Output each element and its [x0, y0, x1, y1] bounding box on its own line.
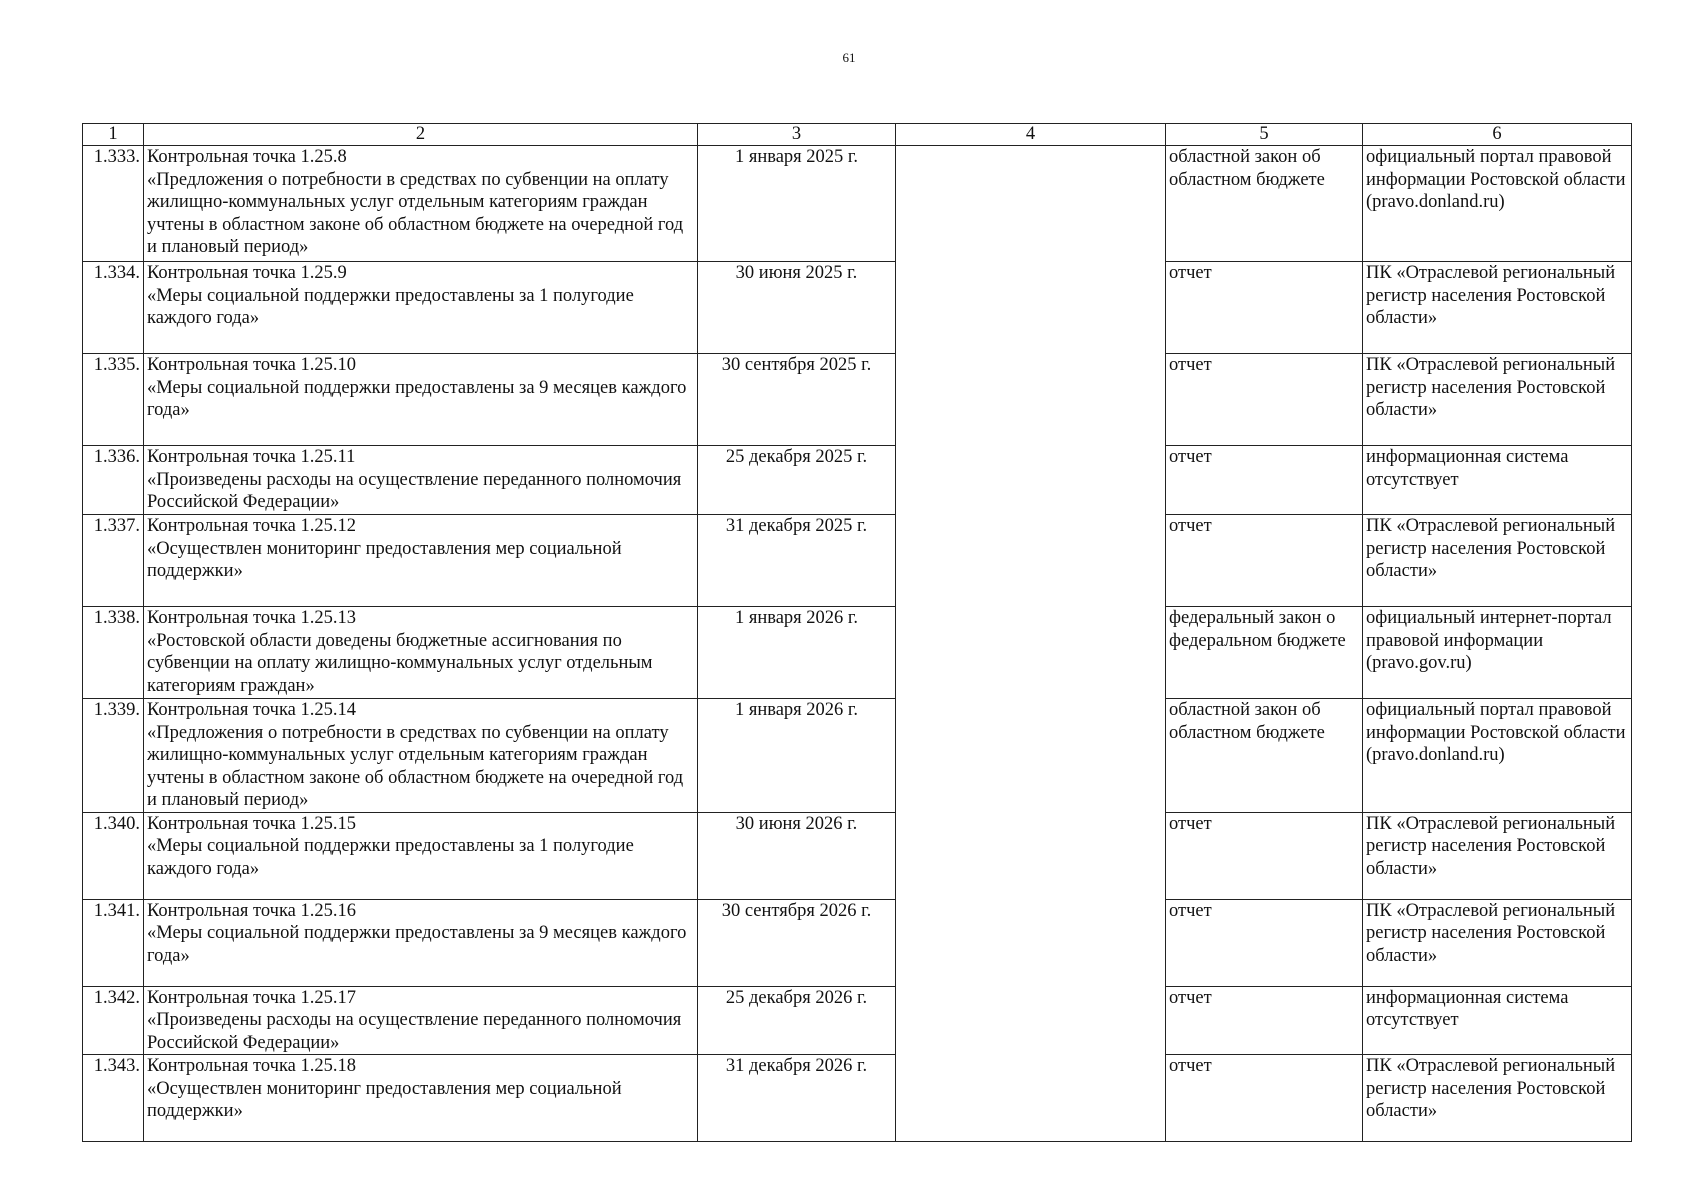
column-header-2: 2 [144, 124, 698, 146]
information-system: информационная система отсутствует [1363, 986, 1632, 1055]
control-point-cell [144, 515, 698, 607]
control-point-description: «Меры социальной поддержки предоставлены за 1 полугодие каждого года» [147, 285, 634, 328]
information-system: ПК «Отраслевой региональный регистр населения Ростовской области» [1363, 899, 1632, 986]
document-type: отчет [1166, 986, 1363, 1055]
row-number: 1.335. [83, 354, 144, 446]
control-point-cell [144, 146, 698, 262]
row-number: 1.343. [83, 1055, 144, 1142]
table-body [83, 146, 1632, 1142]
control-point-title: Контрольная точка 1.25.14 [147, 700, 357, 720]
control-points-table [82, 123, 1632, 1142]
document-type: отчет [1166, 899, 1363, 986]
control-point-cell [144, 699, 698, 813]
page-number: 61 [842, 50, 856, 65]
document-type: отчет [1166, 515, 1363, 607]
information-system: официальный портал правовой информации Ростовской области (pravo.donland.ru) [1363, 146, 1632, 262]
control-point-cell [144, 986, 698, 1055]
deadline-date: 31 декабря 2025 г. [698, 515, 896, 607]
column-header-4: 4 [896, 124, 1166, 146]
deadline-date: 1 января 2026 г. [698, 607, 896, 699]
table-row [83, 146, 1632, 262]
control-point-description: «Осуществлен мониторинг предоставления мер социальной поддержки» [147, 1078, 622, 1121]
control-point-description: «Произведены расходы на осуществление переданного полномочия Российской Федерации» [147, 1010, 682, 1053]
column-header-5: 5 [1166, 124, 1363, 146]
document-type: отчет [1166, 446, 1363, 515]
control-point-title: Контрольная точка 1.25.13 [147, 608, 357, 628]
column-header-6: 6 [1363, 124, 1632, 146]
document-type: федеральный закон о федеральном бюджете [1166, 607, 1363, 699]
information-system: ПК «Отраслевой региональный регистр населения Ростовской области» [1363, 515, 1632, 607]
row-number: 1.334. [83, 262, 144, 354]
control-point-title: Контрольная точка 1.25.11 [147, 447, 356, 467]
table-row [83, 446, 1632, 515]
table-row [83, 699, 1632, 813]
table-row [83, 986, 1632, 1055]
header-row [83, 124, 1632, 146]
row-number: 1.337. [83, 515, 144, 607]
deadline-date: 30 июня 2026 г. [698, 812, 896, 899]
control-point-cell [144, 446, 698, 515]
row-number: 1.341. [83, 899, 144, 986]
table-row [83, 812, 1632, 899]
row-number: 1.336. [83, 446, 144, 515]
information-system: информационная система отсутствует [1363, 446, 1632, 515]
deadline-date: 30 июня 2025 г. [698, 262, 896, 354]
column-header-3: 3 [698, 124, 896, 146]
control-point-title: Контрольная точка 1.25.17 [147, 987, 357, 1008]
deadline-date: 1 января 2026 г. [698, 699, 896, 813]
information-system: официальный портал правовой информации Ростовской области (pravo.donland.ru) [1363, 699, 1632, 813]
control-point-cell [144, 262, 698, 354]
control-point-title: Контрольная точка 1.25.15 [147, 813, 357, 834]
information-system: ПК «Отраслевой региональный регистр населения Ростовской области» [1363, 262, 1632, 354]
row-number: 1.339. [83, 699, 144, 813]
control-point-cell [144, 1055, 698, 1142]
responsible-column-empty [896, 146, 1166, 1142]
document-type: областной закон об областном бюджете [1166, 146, 1363, 262]
row-number: 1.333. [83, 146, 144, 262]
control-point-description: «Меры социальной поддержки предоставлены за 1 полугодие каждого года» [147, 836, 634, 879]
control-point-description: «Предложения о потребности в средствах по субвенции на оплату жилищно-коммунальных услуг отдельным категориям граждан учтены в областном законе об областном бюджете на очередной год и плановый период» [147, 169, 684, 257]
control-point-title: Контрольная точка 1.25.10 [147, 355, 357, 375]
deadline-date: 30 сентября 2025 г. [698, 354, 896, 446]
control-point-cell [144, 899, 698, 986]
control-point-cell [144, 812, 698, 899]
information-system: ПК «Отраслевой региональный регистр населения Ростовской области» [1363, 354, 1632, 446]
control-point-description: «Предложения о потребности в средствах по субвенции на оплату жилищно-коммунальных услуг отдельным категориям граждан учтены в областном законе об областном бюджете на очередной год и плановый период» [147, 722, 684, 810]
information-system: ПК «Отраслевой региональный регистр населения Ростовской области» [1363, 1055, 1632, 1142]
document-type: отчет [1166, 1055, 1363, 1142]
document-type: отчет [1166, 354, 1363, 446]
information-system: официальный интернет-портал правовой информации (pravo.gov.ru) [1363, 607, 1632, 699]
table-row [83, 607, 1632, 699]
table-row [83, 515, 1632, 607]
control-point-description: «Ростовской области доведены бюджетные ассигнования по субвенции на оплату жилищно-коммунальных услуг отдельным категориям граждан» [147, 630, 653, 696]
control-point-title: Контрольная точка 1.25.12 [147, 516, 357, 536]
table-row [83, 262, 1632, 354]
row-number: 1.338. [83, 607, 144, 699]
deadline-date: 31 декабря 2026 г. [698, 1055, 896, 1142]
table-row [83, 899, 1632, 986]
table-row [83, 354, 1632, 446]
control-point-cell [144, 354, 698, 446]
deadline-date: 1 января 2025 г. [698, 146, 896, 262]
deadline-date: 30 сентября 2026 г. [698, 899, 896, 986]
column-header-1: 1 [83, 124, 144, 146]
row-number: 1.340. [83, 812, 144, 899]
control-point-description: «Меры социальной поддержки предоставлены за 9 месяцев каждого года» [147, 923, 687, 966]
control-point-title: Контрольная точка 1.25.8 [147, 147, 347, 167]
document-type: областной закон об областном бюджете [1166, 699, 1363, 813]
deadline-date: 25 декабря 2026 г. [698, 986, 896, 1055]
control-point-description: «Произведены расходы на осуществление переданного полномочия Российской Федерации» [147, 469, 682, 512]
control-point-title: Контрольная точка 1.25.9 [147, 263, 347, 283]
control-point-description: «Осуществлен мониторинг предоставления мер социальной поддержки» [147, 538, 622, 581]
control-point-title: Контрольная точка 1.25.16 [147, 900, 357, 921]
table-row [83, 1055, 1632, 1142]
control-point-description: «Меры социальной поддержки предоставлены за 9 месяцев каждого года» [147, 377, 687, 420]
control-point-title: Контрольная точка 1.25.18 [147, 1056, 357, 1076]
control-point-cell [144, 607, 698, 699]
deadline-date: 25 декабря 2025 г. [698, 446, 896, 515]
information-system: ПК «Отраслевой региональный регистр населения Ростовской области» [1363, 812, 1632, 899]
row-number: 1.342. [83, 986, 144, 1055]
document-type: отчет [1166, 812, 1363, 899]
document-type: отчет [1166, 262, 1363, 354]
